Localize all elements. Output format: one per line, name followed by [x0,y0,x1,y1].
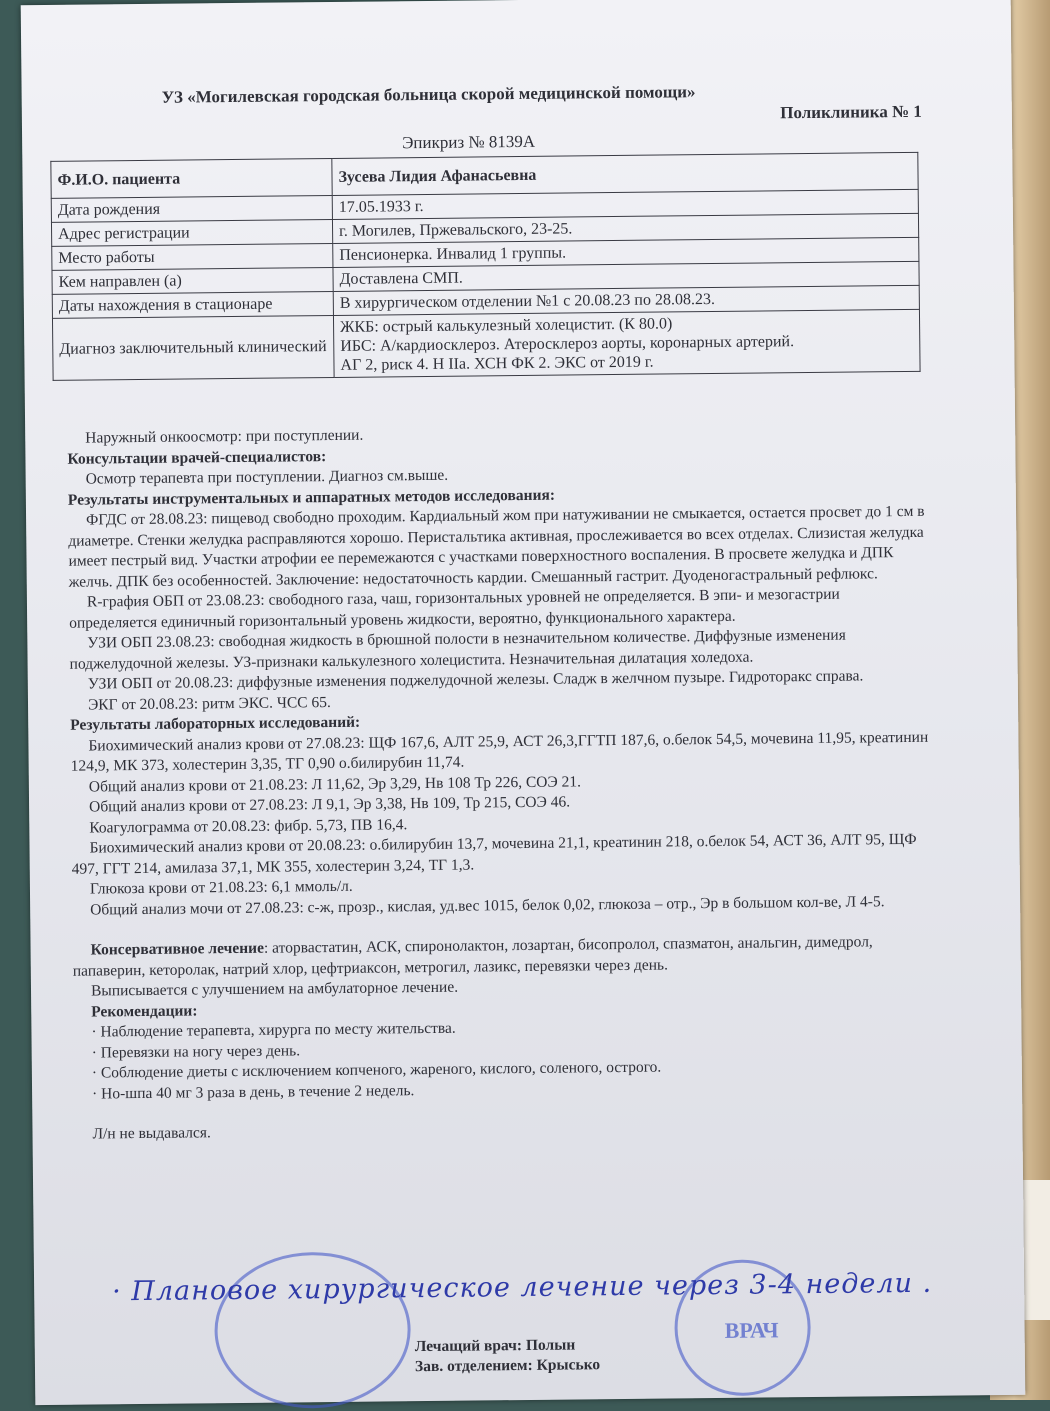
diagnosis-line: ИБС: А/кардиосклероз. Атеросклероз аорты, коронарных артерий. [340,333,795,355]
text-line: Наружный онкоосмотр: при поступлении. [85,426,364,447]
section-heading: Консультации врачей-специалистов: [67,447,327,468]
text-line: Выписывается с улучшением на амбулаторное лечение. [90,978,459,1000]
attending-doctor: Лечащий врач: Полын [414,1336,576,1356]
row-key: Место работы [52,243,333,270]
text-paragraph: Коагулограмма от 20.08.23: фибр. 5,73, ПВ 16,4. [89,815,408,837]
recommendation-item: · Перевязки на ногу через день. [91,1041,301,1062]
sick-leave-note: Л/н не выдавался. [92,1124,211,1143]
text-paragraph: УЗИ ОБП 23.08.23: свободная жидкость в брюшной полости в незначительном количестве. Диффузные изменения поджелудочной железы. УЗ-признаки калькулезного холецистита. Незначительная дилатация холедоха. [69,626,846,673]
text-paragraph: Глюкоза крови от 21.08.23: 6,1 ммоль/л. [89,877,353,898]
row-key: Дата рождения [51,195,332,222]
row-key: Ф.И.О. пациента [51,158,332,198]
text-paragraph: Биохимический анализ крови от 20.08.23: о.билирубин 13,7, мочевина 21,1, креатинин 218, о.белок 54, АСТ 36, АЛТ 95, ЩФ 497, ГГТ 214, амилаза 37,1, МК 355, холестерин 3,24, ТГ 1,3. [71,830,917,878]
recommendation-item: · Соблюдение диеты с исключением копченого, жареного, кислого, соленого, острого. [91,1058,662,1082]
row-value: г. Могилев, Пржевальского, 23-25. [332,213,918,243]
signatures [415,1335,601,1377]
row-key: Даты нахождения в стационаре [52,291,333,318]
row-value: Пенсионерка. Инвалид 1 группы. [333,237,919,267]
row-key: Кем направлен (а) [52,267,333,294]
text-paragraph: Общий анализ крови от 27.08.23: Л 9,1, Эр 3,38, Нв 109, Тр 215, СОЭ 46. [89,793,571,816]
dept-title: Поликлиника № 1 [780,101,922,123]
row-key: Адрес регистрации [51,219,332,246]
text-paragraph: Общий анализ крови от 21.08.23: Л 11,62, Эр 3,29, Нв 108 Тр 226, СОЭ 21. [88,772,581,796]
section-heading: Рекомендации: [91,1001,198,1021]
treatment-text: : аторвастатин, АСК, спиронолактон, лозартан, бисопролол, спазматон, анальгин, димедрол, папаверин, кеторолак, натрий хлор, цефтриаксон, метрогил, лазикс, перевязки через день. [72,933,873,980]
section-heading: Результаты лабораторных исследований: [70,713,361,734]
diagnosis-line: АГ 2, риск 4. Н IIа. ХСН ФК 2. ЭКС от 2019 г. [340,353,654,374]
text-paragraph: УЗИ ОБП от 20.08.23: диффузные изменения поджелудочной железы. Сладж в желчном пузыре. Гидроторакс справа. [87,667,864,693]
treatment-label: Консервативное лечение [90,939,265,959]
row-value: 17.05.1933 г. [332,189,918,219]
epicrisis-document [21,0,1026,1405]
row-value: В хирургическом отделении №1 с 20.08.23 по 28.08.23. [333,285,919,315]
text-line: Осмотр терапевта при поступлении. Диагноз см.выше. [85,466,449,488]
text-paragraph: ЭКГ от 20.08.23: ритм ЭКС. ЧСС 65. [87,693,331,714]
text-paragraph: R-графия ОБП от 23.08.23: свободного газа, чаш, горизонтальных уровней не определяется. В эпи- и мезогастрии определяется единичный горизонтальный уровень жидкости, вероятно, функционального характера. [69,585,840,632]
document-content [21,0,1011,1376]
recommendation-item: · Но-шпа 40 мг 3 раза в день, в течение 2 недель. [92,1081,415,1103]
org-title: УЗ «Могилевская городская больница скорой медицинской помощи» [161,82,696,107]
table-row [52,309,920,380]
row-key: Диагноз заключительный клинический [52,315,334,380]
recommendation-item: · Наблюдение терапевта, хирурга по месту жительства. [91,1019,456,1041]
row-value: Доставлена СМП. [333,261,919,291]
head-of-department: Зав. отделением: Крысько [414,1356,601,1376]
epicrisis-body [67,420,934,1145]
text-paragraph: Биохимический анализ крови от 27.08.23: ЩФ 167,6, АЛТ 25,9, АСТ 26,3,ГГТП 187,6, о.белок 54,5, мочевина 11,95, креатинин 124,9, МК 373, холестерин 3,35, ТГ 0,90 о.билирубин 11,74. [70,728,929,775]
row-value: Зусева Лидия Афанасьевна [332,152,918,195]
diagnosis-line: ЖКБ: острый калькулезный холецистит. (К 80.0) [339,315,673,336]
doc-title: Эпикриз № 8139А [402,131,536,153]
text-paragraph: Общий анализ мочи от 27.08.23: с-ж, прозр., кислая, уд.вес 1015, белок 0,02, глюкоза – отр., Эр в большом кол-ве, Л 4-5. [90,892,885,919]
section-heading: Результаты инструментальных и аппаратных методов исследования: [67,486,556,509]
text-paragraph: ФГДС от 28.08.23: пищевод свободно проходим. Кардиальный жом при натуживании не смыкается, остается просвет до 1 см в диаметре. Стенки желудка расправляются хорошо. Перистальтика активная, прослеживается во всех отделах. Слизистая желудка имеет пестрый вид. Участки атрофии ее перемежаются с участками поверхностного воспаления. В просвете желудка и ДПК желчь. ДПК без особенностей. Заключение: недостаточность кардии. Смешанный гастрит. Дуоденогастральный рефлюкс. [68,502,925,591]
stamp-label: ВРАЧ [724,1317,779,1343]
row-value [333,309,920,377]
handwritten-note: · Плановое хирургическое лечение через 3-4 недели . [112,1267,933,1308]
patient-info-table [50,152,920,381]
